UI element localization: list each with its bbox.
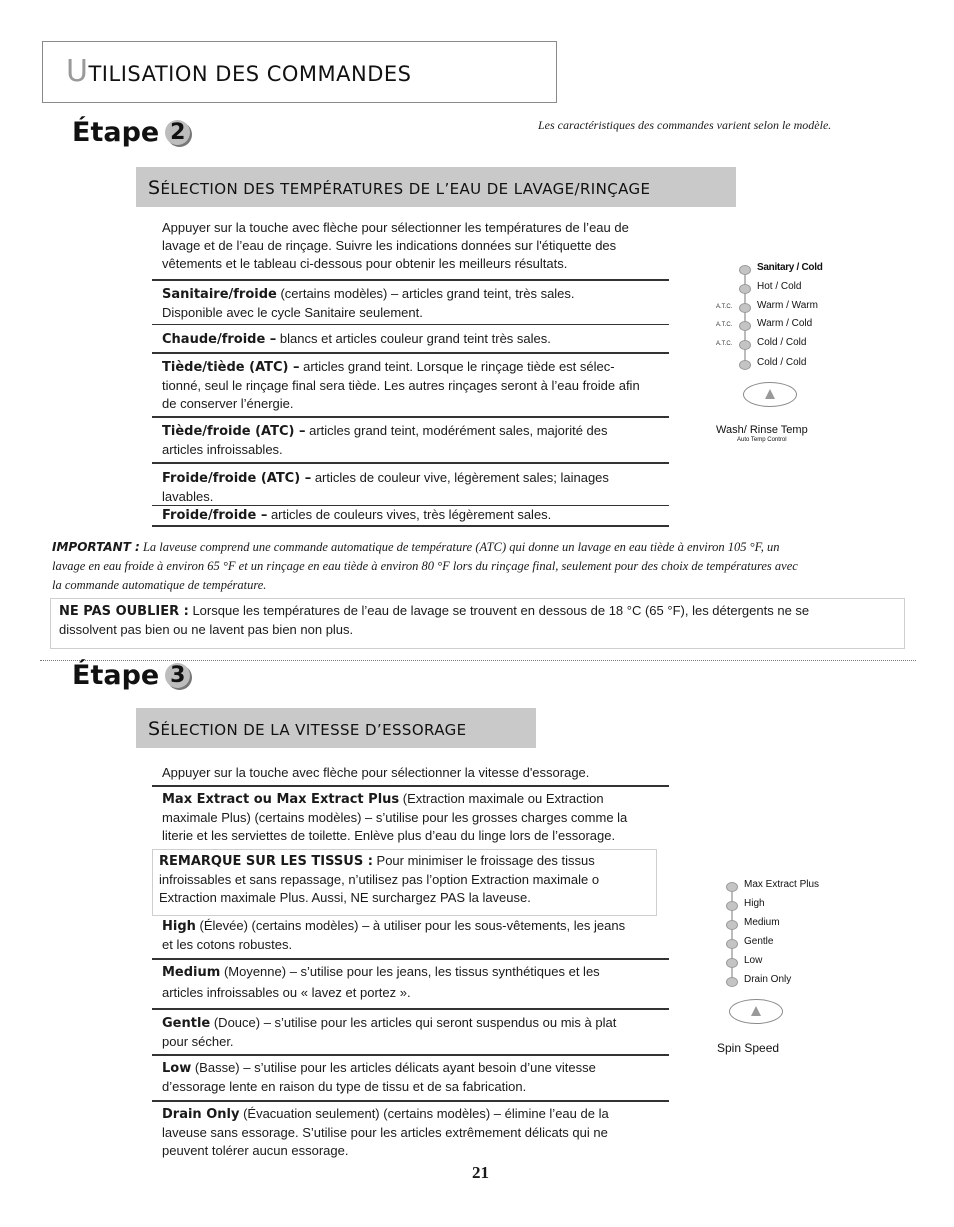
up-arrow-icon	[765, 389, 775, 399]
entry-text: literie et les serviettes de toilette. Enlève plus d’eau du linge lors de l’essorage.	[162, 828, 616, 843]
temp-select-arrow-button[interactable]	[743, 382, 797, 407]
entry-text: (Basse) – s’utilise pour les articles délicats ayant besoin d’une vitesse	[191, 1060, 596, 1075]
temp-option-label: Sanitary / Cold	[757, 262, 823, 273]
atc-label: A.T.C.	[716, 304, 733, 310]
spin-indicator-light	[726, 939, 738, 949]
spin-indicator-light	[726, 920, 738, 930]
table-rule	[152, 525, 669, 527]
step-2-label: Étape	[72, 117, 160, 148]
spin-option-label: Drain Only	[744, 974, 792, 985]
spin-indicator-light	[726, 958, 738, 968]
important-label: IMPORTANT :	[52, 540, 140, 554]
spin-entry-gentle	[162, 1014, 667, 1051]
entry-text: maximale Plus) (certains modèles) – s’utilise pour les grosses charges comme la	[162, 810, 628, 825]
temp-option-label: Cold / Cold	[757, 337, 807, 348]
section-title	[66, 54, 412, 89]
entry-text: pour sécher.	[162, 1034, 234, 1049]
entry-text: articles de couleur vive, légèrement sales; lainages	[311, 470, 609, 485]
table-rule	[152, 462, 669, 464]
temperature-subheading-text: ÉLECTION DES TEMPÉRATURES DE L’EAU DE LAVAGE/RINÇAGE	[160, 180, 651, 198]
spin-entry-max-extract	[162, 790, 667, 845]
spin-select-arrow-button[interactable]	[729, 999, 783, 1024]
entry-term: Sanitaire/froide	[162, 287, 277, 302]
temperature-entry-warm-warm	[162, 358, 667, 413]
temperature-subheading-initial: S	[148, 177, 161, 199]
temp-indicator-light	[739, 321, 751, 331]
reminder-label: NE PAS OUBLIER :	[59, 604, 189, 619]
spin-panel-title: Spin Speed	[717, 1041, 780, 1055]
entry-text: et les cotons robustes.	[162, 937, 293, 952]
step-3-number-badge: 3	[165, 663, 190, 688]
spin-entry-drain-only	[162, 1105, 667, 1160]
entry-text: articles infroissables.	[162, 442, 283, 457]
temperature-entry-cold-cold-atc	[162, 469, 667, 506]
spin-option-label: High	[744, 898, 765, 909]
temperature-entry-cold-cold	[162, 506, 667, 525]
page-number: 21	[472, 1163, 489, 1182]
spin-indicator-light	[726, 901, 738, 911]
entry-text: articles grand teint, modérément sales, majorité des	[305, 423, 608, 438]
table-rule	[152, 1100, 669, 1102]
entry-text: Disponible avec le cycle Sanitaire seulement.	[162, 305, 423, 320]
temperature-intro-line: lavage et de l’eau de rinçage. Suivre les indications données sur l'étiquette des	[162, 238, 617, 253]
atc-label: A.T.C.	[716, 322, 733, 328]
step-2-number-badge: 2	[165, 120, 190, 145]
spin-option-label: Gentle	[744, 936, 774, 947]
entry-term: Medium	[162, 965, 221, 980]
entry-term: High	[162, 919, 196, 934]
important-text: La laveuse comprend une commande automatique de température (ATC) qui donne un lavage en eau tiède à environ 105 °F, un	[139, 540, 780, 554]
step-3-label: Étape	[72, 660, 160, 691]
reminder-note	[59, 602, 899, 639]
table-rule	[152, 1054, 669, 1056]
entry-term: Gentle	[162, 1016, 211, 1031]
entry-term: Max Extract ou Max Extract Plus	[162, 792, 400, 807]
entry-text: peuvent tolérer aucun essorage.	[162, 1143, 349, 1158]
spin-intro: Appuyer sur la touche avec flèche pour sélectionner la vitesse d'essorage.	[162, 765, 590, 780]
entry-text: (Extraction maximale ou Extraction	[399, 791, 604, 806]
entry-text: lavables.	[162, 489, 214, 504]
spin-entry-medium	[162, 962, 667, 1003]
models-note: Les caractéristiques des commandes varient selon le modèle.	[538, 118, 832, 132]
reminder-text: Lorsque les températures de l’eau de lavage se trouvent en dessous de 18 °C (65 °F), les détergents ne se	[188, 603, 810, 618]
temp-option-label: Hot / Cold	[757, 281, 802, 292]
fabric-note-label: REMARQUE SUR LES TISSUS :	[159, 854, 373, 869]
step-3-title	[72, 660, 190, 691]
entry-text: (Évacuation seulement) (certains modèles) – élimine l’eau de la	[239, 1106, 609, 1121]
important-text: lavage en eau froide à environ 65 °F et un rinçage en eau tiède à environ 80 °F lors du rinçage final, seulement pour des choix de températures avec	[52, 559, 798, 573]
spin-option-label: Max Extract Plus	[744, 879, 820, 890]
fabric-note-text: Pour minimiser le froissage des tissus	[372, 853, 595, 868]
temperature-entry-sanitary	[162, 285, 667, 322]
entry-term: Tiède/froide (ATC) –	[162, 424, 306, 439]
fabric-note-text: infroissables et sans repassage, n’utilisez pas l’option Extraction maximale o	[159, 872, 600, 887]
spin-indicator-light	[726, 882, 738, 892]
temp-indicator-light	[739, 340, 751, 350]
spin-entry-low	[162, 1059, 667, 1096]
temperature-entry-warm-cold	[162, 422, 667, 459]
entry-text: (certains modèles) – articles grand teint, très sales.	[276, 286, 575, 301]
entry-text: (Douce) – s’utilise pour les articles qui seront suspendus ou mis à plat	[210, 1015, 617, 1030]
temp-panel-title: Wash/ Rinse Temp	[716, 424, 808, 436]
spin-indicator-light	[726, 977, 738, 987]
table-rule	[152, 324, 669, 325]
entry-text: (Élevée) (certains modèles) – à utiliser pour les sous-vêtements, les jeans	[195, 918, 626, 933]
section-title-initial: U	[66, 54, 89, 89]
entry-term: Chaude/froide –	[162, 332, 277, 347]
table-rule	[152, 958, 669, 960]
entry-text: de conserver l’énergie.	[162, 396, 294, 411]
spin-subheading	[136, 708, 536, 748]
entry-text: d’essorage lente en raison du type de tissu et de sa fabrication.	[162, 1079, 527, 1094]
temp-option-label: Warm / Cold	[757, 318, 813, 329]
temperature-intro-line: vêtements et le tableau ci-dessous pour obtenir les meilleurs résultats.	[162, 256, 568, 271]
temperature-entry-hot-cold	[162, 330, 667, 349]
step-2-title	[72, 117, 190, 148]
entry-text: tionné, seul le rinçage final sera tiède. Les autres rinçages seront à l’eau froide afin	[162, 378, 640, 393]
up-arrow-icon	[751, 1006, 761, 1016]
temp-option-label: Warm / Warm	[757, 300, 818, 311]
entry-term: Low	[162, 1061, 192, 1076]
entry-term: Froide/froide –	[162, 508, 268, 523]
entry-text: articles infroissables ou « lavez et portez ».	[162, 985, 411, 1000]
spin-option-label: Low	[744, 955, 763, 966]
temp-option-label: Cold / Cold	[757, 357, 807, 368]
temp-indicator-light	[739, 265, 751, 275]
fabric-note	[159, 852, 654, 907]
table-rule	[152, 1008, 669, 1010]
important-note	[52, 538, 912, 595]
section-title-rest: TILISATION DES COMMANDES	[88, 62, 412, 86]
temperature-intro-line: Appuyer sur la touche avec flèche pour sélectionner les températures de l’eau de	[162, 220, 629, 235]
table-rule	[152, 352, 669, 354]
spin-entry-high	[162, 917, 667, 954]
temp-indicator-light	[739, 303, 751, 313]
temperature-subheading	[136, 167, 736, 207]
atc-label: A.T.C.	[716, 341, 733, 347]
temperature-intro	[162, 219, 672, 273]
entry-text: laveuse sans essorage. S’utilise pour les articles extrêmement délicats qui ne	[162, 1125, 608, 1140]
temp-indicator-light	[739, 360, 751, 370]
entry-term: Drain Only	[162, 1107, 240, 1122]
table-rule	[152, 279, 669, 281]
table-rule	[152, 416, 669, 418]
temp-indicator-light	[739, 284, 751, 294]
entry-text: (Moyenne) – s’utilise pour les jeans, les tissus synthétiques et les	[220, 964, 600, 979]
reminder-text: dissolvent pas bien ou ne lavent pas bien non plus.	[59, 622, 354, 637]
table-rule	[152, 785, 669, 787]
entry-term: Tiède/tiède (ATC) –	[162, 360, 300, 375]
fabric-note-text: Extraction maximale Plus. Aussi, NE surchargez PAS la laveuse.	[159, 890, 531, 905]
entry-term: Froide/froide (ATC) –	[162, 471, 312, 486]
temp-panel-subtitle: Auto Temp Control	[737, 437, 787, 443]
spin-subheading-initial: S	[148, 718, 161, 740]
spin-subheading-text: ÉLECTION DE LA VITESSE D’ESSORAGE	[160, 721, 467, 739]
entry-text: articles de couleurs vives, très légèrement sales.	[267, 507, 552, 522]
spin-option-label: Medium	[744, 917, 780, 928]
entry-text: blancs et articles couleur grand teint très sales.	[276, 331, 551, 346]
important-text: la commande automatique de température.	[52, 578, 267, 592]
entry-text: articles grand teint. Lorsque le rinçage tiède est sélec-	[299, 359, 615, 374]
